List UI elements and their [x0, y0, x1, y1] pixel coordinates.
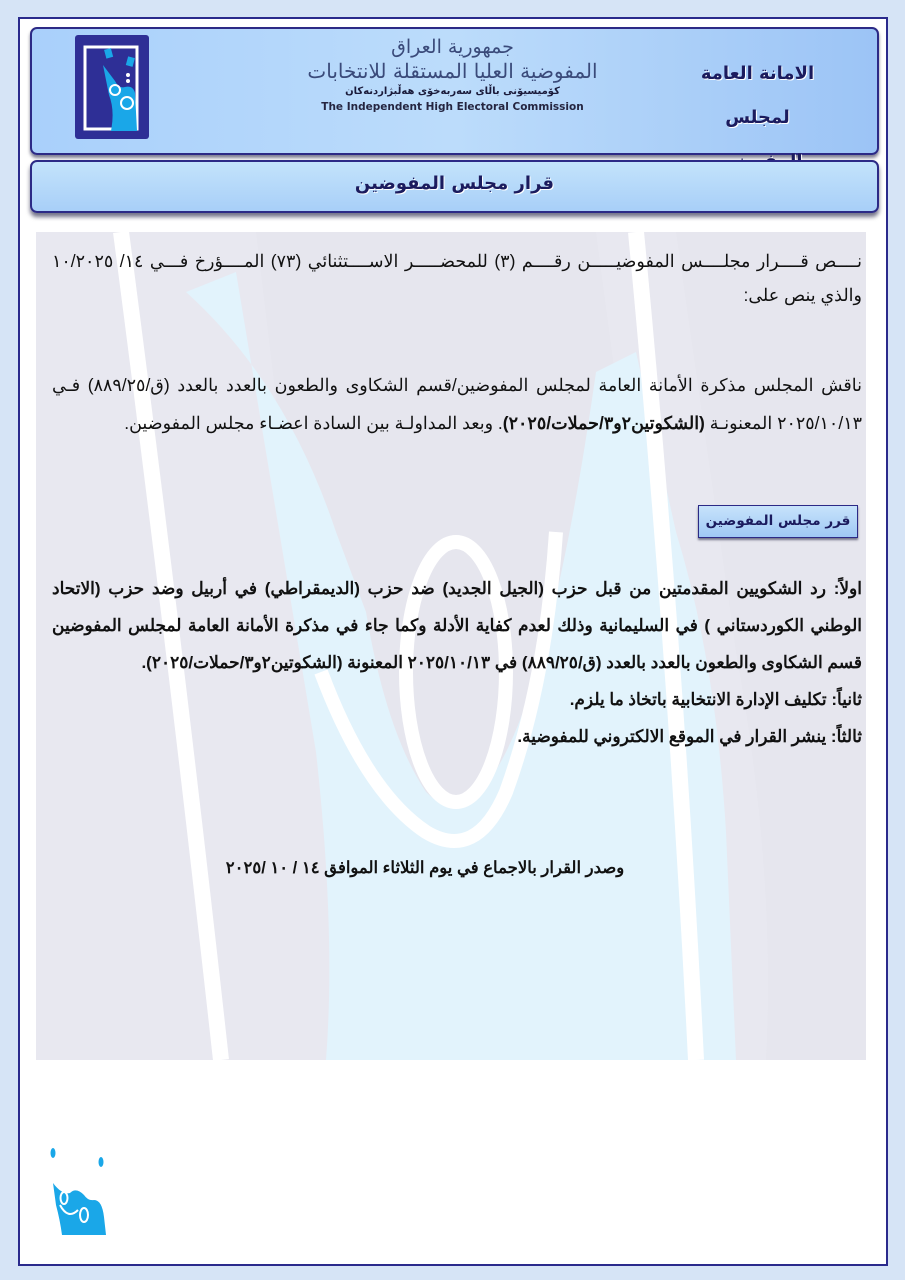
discussion-paragraph [52, 366, 862, 442]
document-title-band [30, 160, 879, 213]
decision-label: قرر مجلس المفوضين [698, 505, 858, 538]
commission-name-kurdish: کۆمیسیۆنی باڵای سەربەخۆی هەڵبژاردنەکان [345, 86, 560, 97]
secretariat-line-1: الامانة العامة [700, 63, 815, 84]
discussion-text-part2: . وبعد المداولـة بين السادة اعضـاء مجلس المفوضين. [124, 413, 503, 433]
country-name: جمهورية العراق [391, 36, 514, 58]
discussion-text-part1: ناقش المجلس مذكرة الأمانة العامة لمجلس المفوضين/قسم الشكاوى والطعون بالعدد بالعدد (ق/٨٨٩/٢٥) فـي ٢٠٢٥/١٠/١٣ المعنونـة [52, 375, 862, 433]
ihec-logo-icon [75, 35, 149, 139]
decision-item-1: اولاً: رد الشكويين المقدمتين من قبل حزب (الجيل الجديد) ضد حزب (الديمقراطي) في أربيل وضد حزب (الاتحاد الوطني الكوردستاني ) في السليمانية وذلك لعدم كفاية الأدلة وكما جاء في مذكرة الأمانة العامة لمجلس المفوضين قسم الشكاوى والطعون بالعدد بالعدد (ق/٨٨٩/٢٥) في ٢٠٢٥/١٠/١٣ المعنونة (الشكوتين٢و٣/حملات/٢٠٢٥). [52, 579, 862, 672]
commission-name-arabic: المفوضية العليا المستقلة للانتخابات [307, 59, 598, 83]
ihec-small-logo-icon [48, 1145, 118, 1239]
commission-name-block [300, 36, 605, 114]
decision-item-2: ثانياً: تكليف الإدارة الانتخابية باتخاذ ما يلزم. [569, 690, 862, 709]
commission-name-english: The Independent High Electoral Commission [321, 101, 584, 113]
issuance-statement: وصدر القرار بالاجماع في يوم الثلاثاء الموافق ١٤ / ١٠ /٢٠٢٥ [225, 859, 625, 877]
decision-items [52, 570, 862, 755]
discussion-subject-reference: (الشكوتين٢و٣/حملات/٢٠٢٥) [502, 413, 705, 433]
intro-paragraph: نــــص قــــرار مجلــــس المفوضيـــــن رقــــم (٣) للمحضـــــر الاســــتثنائي (٧٣) المــــؤرخ فـــي ١٤/ ١٠/٢٠٢٥ والذي ينص على: [52, 251, 862, 305]
document-title: قرار مجلس المفوضين [354, 173, 555, 194]
secretariat-line-2: لمجلس [725, 107, 790, 128]
decision-item-3: ثالثاً: ينشر القرار في الموقع الالكتروني للمفوضية. [517, 727, 862, 746]
